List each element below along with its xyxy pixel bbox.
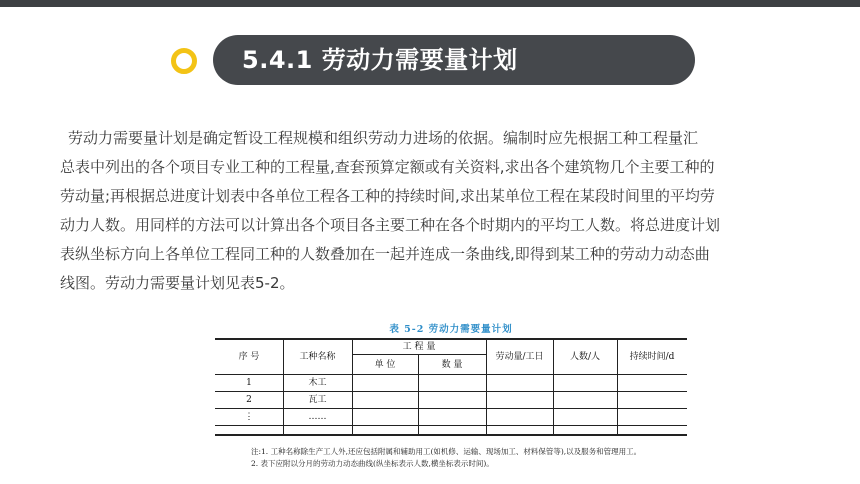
- table-note: 2. 表下应附以分月的劳动力动态曲线(纵坐标表示人数,横坐标表示时间)。: [251, 459, 494, 468]
- table-note: 注:1. 工种名称除生产工人外,还应包括附属和辅助用工(如机修、运输、现场加工、材料保管等),以及服务和管理用工。: [251, 447, 642, 456]
- body-paragraph: [60, 124, 828, 298]
- header-labor: 劳动量/工日: [495, 352, 544, 362]
- header-unit: 单 位: [374, 360, 396, 370]
- top-accent-bar: [0, 0, 860, 7]
- paragraph-line: 表纵坐标方向上各单位工程同工种的人数叠加在一起并连成一条曲线,即得到某工种的劳动力动态曲: [60, 245, 710, 263]
- paragraph-line: 总表中列出的各个项目专业工种的工程量,查套预算定额或有关资料,求出各个建筑物几个主要工种的: [60, 158, 715, 176]
- row-work-type: 木工: [308, 378, 327, 388]
- yellow-ring-icon: [171, 48, 197, 74]
- row-work-type: 瓦工: [308, 395, 327, 405]
- header-people: 人数/人: [569, 352, 601, 362]
- header-quantity: 工 程 量: [402, 342, 436, 352]
- paragraph-line: 劳动力需要量计划是确定暂设工程规模和组织劳动力进场的依据。编制时应先根据工种工程量汇: [68, 129, 699, 147]
- paragraph-line: 劳动量;再根据总进度计划表中各单位工程各工种的持续时间,求出某单位工程在某段时间里的平均劳: [60, 187, 715, 205]
- header-seq: 序 号: [238, 352, 260, 362]
- table-caption: 表 5-2 劳动力需要量计划: [389, 324, 513, 335]
- paragraph-line: 动力人数。用同样的方法可以计算出各个项目各主要工种在各个时期内的平均工人数。将总进度计划: [60, 216, 721, 234]
- header-duration: 持续时间/d: [629, 352, 675, 362]
- header-work-type: 工种名称: [299, 352, 336, 362]
- header-amount: 数 量: [441, 360, 463, 370]
- row-seq: ⋮: [244, 412, 254, 422]
- table-col-rule: [352, 339, 353, 435]
- row-seq: 2: [246, 395, 252, 405]
- table-subheader-rule: [352, 354, 486, 355]
- slide-title: 5.4.1 劳动力需要量计划: [242, 46, 518, 74]
- row-seq: 1: [246, 378, 252, 388]
- row-work-type: ……: [308, 412, 327, 422]
- paragraph-line: 线图。劳动力需要量计划见表5-2。: [60, 274, 295, 292]
- labor-plan-table-figure: [211, 319, 691, 471]
